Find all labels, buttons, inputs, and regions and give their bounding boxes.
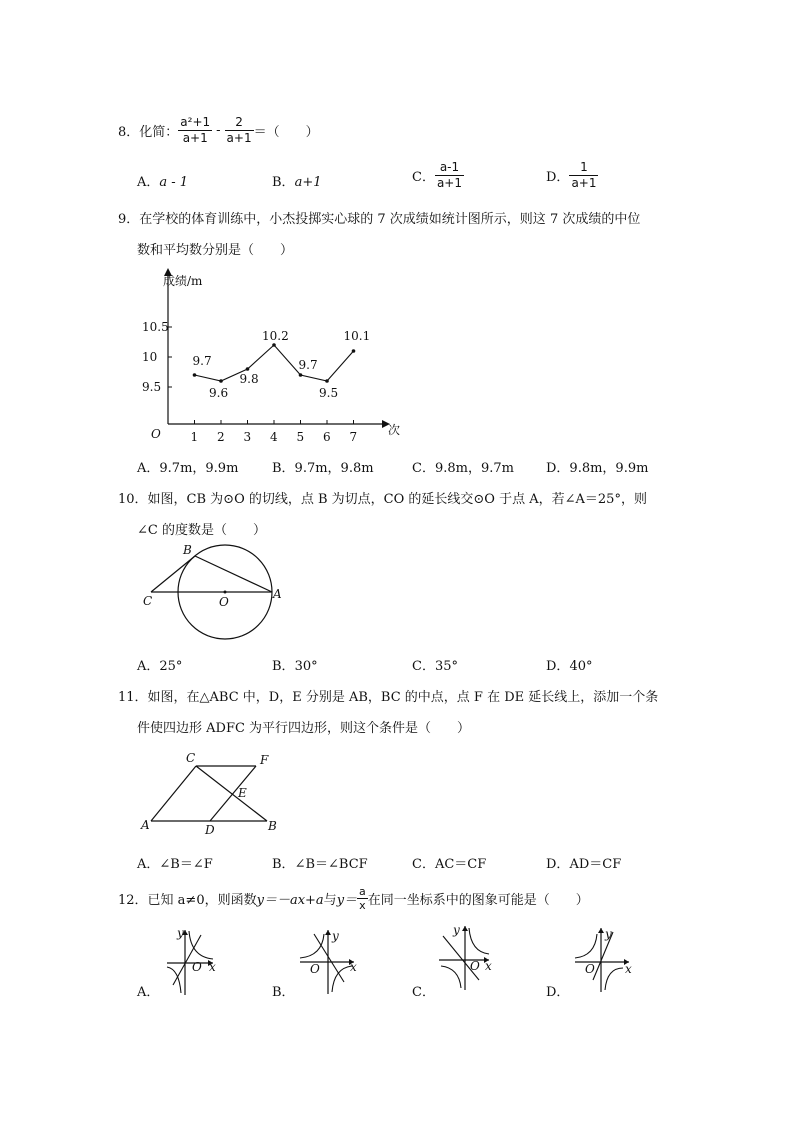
label-c: C [143,594,153,608]
q12-option-a[interactable]: A． [137,985,160,1000]
svg-text:y: y [605,927,612,941]
q11-option-c[interactable]: C．AC＝CF [412,857,487,872]
data-label: 9.8 [239,372,259,386]
svg-text:x: x [350,960,357,974]
graph-d [575,927,632,992]
y-tick-label: 9.5 [142,380,162,394]
x-tick-label: 3 [243,430,252,444]
label-e: E [238,786,247,800]
q9-option-b[interactable]: B．9.7m，9.8m [272,461,374,476]
label-c: C [186,751,196,765]
x-tick-label: 7 [349,430,358,444]
q12-option-b[interactable]: B． [272,985,295,1000]
label-o: O [219,595,229,609]
graph-a [167,926,216,995]
q8-fraction-2: $\frac{2}{a+1}$ [226,114,252,145]
q9-option-d[interactable]: D．9.8m，9.9m [546,461,649,476]
data-label: 9.6 [209,386,229,400]
data-label: 10.2 [262,329,289,343]
label-a: A [273,587,282,601]
q8-option-c[interactable]: C． $\frac{a-1}{a+1}$ [412,160,462,190]
data-label: 9.7 [192,354,212,368]
question-12-stem: 12．已知 a≠0，则函数 y＝－ax+a 与 y＝ $\frac{a}{x}$ 在同一坐标系中的图象可能是（ ） [118,884,589,912]
x-tick-label: 5 [296,430,305,444]
q8-option-d[interactable]: D． $\frac{1}{a+1}$ [546,160,597,190]
question-11-line-2: 件使四边形 ADFC 为平行四边形，则这个条件是（ ） [137,721,471,736]
graph-b [300,929,357,994]
data-label: 9.7 [298,358,318,372]
x-tick-label: 4 [270,430,278,444]
svg-text:O: O [585,962,595,976]
svg-text:O: O [192,960,202,974]
label-a: A [141,818,150,832]
question-8-stem: 8．化简： $\frac{\text{a²+1}}{a+1}$ - $\frac{2}{a+1}$ ＝（ ） [118,114,319,145]
svg-text:O: O [310,962,320,976]
question-9-line-2: 数和平均数分别是（ ） [137,243,294,258]
svg-text:x: x [625,962,632,976]
question-10-line-2: ∠C 的度数是（ ） [137,523,266,538]
label-b: B [183,543,192,557]
label-d: D [205,823,215,837]
q8-option-b[interactable]: B．a+1 [272,175,322,190]
q11-option-b[interactable]: B．∠B＝∠BCF [272,857,368,872]
x-tick-label: 2 [217,430,225,444]
question-9-line-1: 9．在学校的体育训练中，小杰投掷实心球的 7 次成绩如统计图所示，则这 7 次成绩的中位 [118,212,641,227]
svg-text:O: O [470,959,480,973]
label-b: B [268,819,277,833]
y-axis-label: 成绩/m [163,274,203,288]
y-tick-label: 10 [142,350,158,364]
q8-fraction-1: $\frac{\text{a²+1}}{a+1}$ [180,114,211,145]
svg-text:y: y [177,926,184,940]
x-tick-label: 1 [190,430,199,444]
q9-option-a[interactable]: A．9.7m，9.9m [137,461,239,476]
data-label: 9.5 [319,386,339,400]
data-label: 10.1 [343,329,371,343]
q10-option-a[interactable]: A．25° [137,659,183,674]
svg-text:y: y [453,923,460,937]
origin-label: O [151,427,161,441]
x-tick-label: 6 [323,430,331,444]
question-11-line-1: 11．如图，在△ABC 中，D，E 分别是 AB，BC 的中点，点 F 在 DE 延长线上，添加一个条 [118,690,659,705]
svg-text:x: x [485,959,492,973]
q11-option-d[interactable]: D．AD＝CF [546,857,622,872]
q12-fraction: $\frac{a}{x}$ [359,884,366,912]
svg-text:y: y [332,929,339,943]
question-10-line-1: 10．如图，CB 为⊙O 的切线，点 B 为切点，CO 的延长线交⊙O 于点 A，若∠A＝25°，则 [118,492,647,507]
label-f: F [260,753,269,767]
x-axis-label: 次 [388,423,401,437]
q10-option-c[interactable]: C．35° [412,659,458,674]
graph-c [439,923,492,990]
q10-option-b[interactable]: B．30° [272,659,318,674]
y-tick-label: 10.5 [142,320,169,334]
q9-option-c[interactable]: C．9.8m，9.7m [412,461,514,476]
q11-option-a[interactable]: A．∠B＝∠F [137,857,213,872]
q12-option-c[interactable]: C． [412,985,435,1000]
q10-option-d[interactable]: D．40° [546,659,593,674]
q8-option-a[interactable]: A．a - 1 [137,175,189,190]
svg-text:x: x [209,960,216,974]
q12-option-d[interactable]: D． [546,985,570,1000]
